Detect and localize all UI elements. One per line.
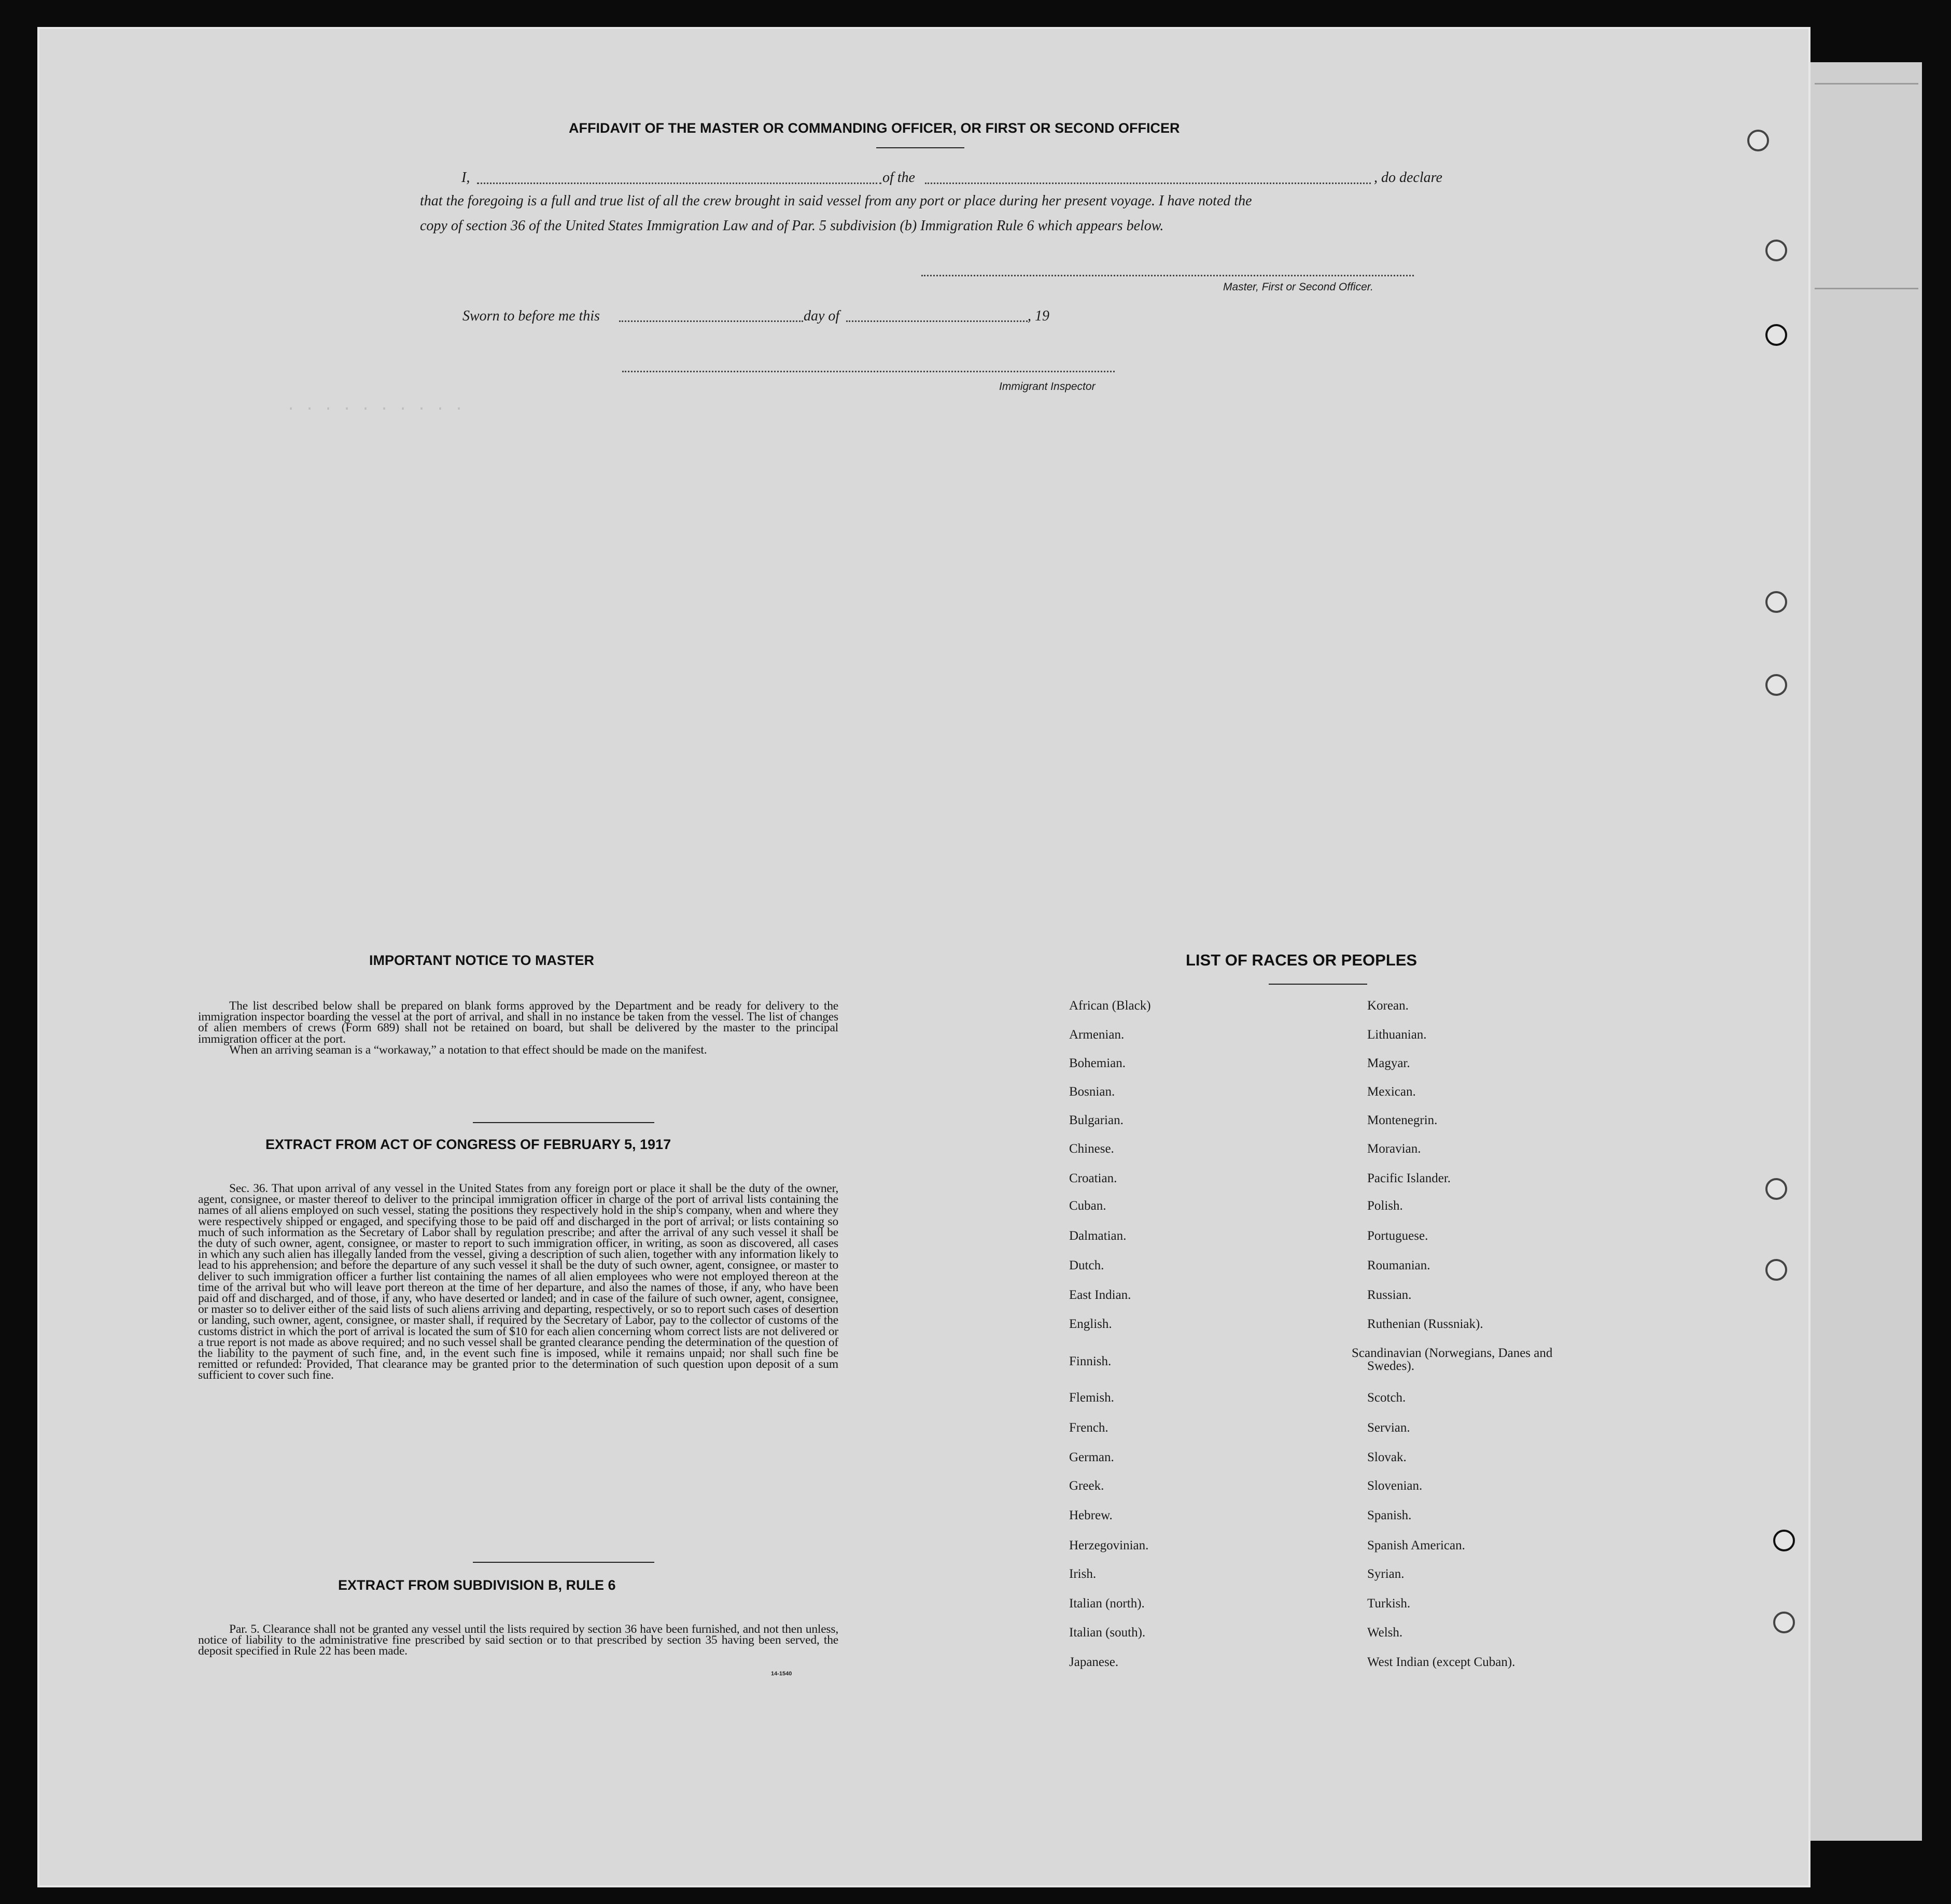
race-item: Portuguese. — [1367, 1229, 1428, 1243]
race-item: Hebrew. — [1069, 1508, 1113, 1522]
race-item: Italian (south). — [1069, 1626, 1146, 1640]
affidavit-of-the: of the — [882, 170, 915, 186]
race-item: Syrian. — [1367, 1567, 1405, 1581]
extract-rule-title: EXTRACT FROM SUBDIVISION B, RULE 6 — [338, 1577, 616, 1593]
race-item: Spanish American. — [1367, 1538, 1465, 1552]
race-item: Spanish. — [1367, 1508, 1412, 1522]
extract-act-title: EXTRACT FROM ACT OF CONGRESS OF FEBRUARY 5, 1917 — [265, 1137, 671, 1152]
race-item: Roumanian. — [1367, 1258, 1430, 1272]
extract-act-text: Sec. 36. That upon arrival of any vessel in the United States from any foreign port or place it shall be the duty of the owner, agent, consignee, or master thereof to deliver to the principal immigration officer in charge of the port of arrival lists containing the names of all aliens employed on such vessel, stating the positions they respectively hold in the ship's company, when and where they were respectively shipped or engaged, and specifying those to be paid off and discharged in the port of arrival; or lists containing so much of such information as the Secretary of Labor shall by regulation prescribe; and after the arrival of any such vessel it shall be the duty of such owner, agent, consignee, or master to report to such immigration officer, in writing, as soon as discovered, all cases in which any such alien has illegally landed from the vessel, giving a description of such alien, together with any information likely to lead to his apprehension; and before the departure of any such vessel it shall be the duty of such owner, agent, consignee, or master to deliver to such immigration officer a further list containing the names of all alien employees who were not employed thereon at the time of the arrival but who will leave port thereon at the time of her departure, and also the names of those, if any, who have been paid off and discharged, and of those, if any, who have deserted or landed; and in case of the failure of such owner, agent, consignee, or master so to deliver either of the said lists of such aliens arriving and departing, respectively, or so to report such cases of desertion or landing, such owner, agent, consignee, or master shall, if required by the Secretary of Labor, pay to the collector of customs of the customs district in which the port of arrival is located the sum of $10 for each alien concerning whom correct lists are not delivered or a true report is not made as above required; and no such vessel shall be granted clearance pending the determination of the question of the liability to the payment of such fine, and, in the event such fine is imposed, while it remains unpaid; nor shall such fine be remitted or refunded: Provided, That clearance may be granted prior to the determination of such question upon deposit of a sum sufficient to cover such fine. — [198, 1182, 838, 1382]
race-item: Cuban. — [1069, 1199, 1106, 1213]
race-item: Scandinavian (Norwegians, Danes and Swedes). — [1352, 1346, 1553, 1373]
race-item: Lithuanian. — [1367, 1028, 1427, 1042]
race-item: Slovenian. — [1367, 1479, 1423, 1493]
race-item: French. — [1069, 1421, 1108, 1435]
race-item: Herzegovinian. — [1069, 1538, 1149, 1552]
race-item: Dalmatian. — [1069, 1229, 1127, 1243]
binder-hole — [1773, 1612, 1795, 1633]
underlying-sheet-rule — [1815, 83, 1918, 85]
race-item: Japanese. — [1069, 1655, 1119, 1669]
binder-hole — [1773, 1530, 1795, 1551]
race-item: West Indian (except Cuban). — [1367, 1655, 1515, 1669]
vessel-blank[interactable] — [925, 183, 1371, 184]
race-item: Greek. — [1069, 1479, 1104, 1493]
binder-hole — [1747, 130, 1769, 151]
name-blank[interactable] — [477, 183, 881, 184]
notice-title: IMPORTANT NOTICE TO MASTER — [369, 953, 594, 968]
binder-hole — [1765, 324, 1787, 346]
race-item: Italian (north). — [1069, 1597, 1145, 1611]
inspector-signature-blank[interactable] — [622, 371, 1115, 372]
race-item: Montenegrin. — [1367, 1113, 1438, 1127]
races-title: LIST OF RACES OR PEOPLES — [1186, 951, 1417, 969]
race-item: Russian. — [1367, 1288, 1412, 1302]
race-item: English. — [1069, 1317, 1112, 1331]
race-item: Slovak. — [1367, 1450, 1407, 1464]
race-item: Mexican. — [1367, 1085, 1416, 1099]
sworn-day-blank[interactable] — [619, 320, 803, 322]
extract-rule-text: Par. 5. Clearance shall not be granted any vessel until the lists required by section 36 have been furnished, and not then unless, notice of liability to the administrative fine prescribed by said section or to that prescribed by section 35 having been served, the deposit specified in Rule 22 has been made. — [198, 1622, 838, 1658]
race-item: Flemish. — [1069, 1391, 1114, 1405]
race-item: German. — [1069, 1450, 1114, 1464]
race-item: African (Black) — [1069, 999, 1151, 1013]
race-item: Armenian. — [1069, 1028, 1125, 1042]
affidavit-line2: that the foregoing is a full and true list of all the crew brought in said vessel from any port or place during her present voyage. I have noted the — [420, 193, 1252, 209]
bleed-through-text: · · · · · · · · · · — [286, 400, 464, 418]
race-item: Korean. — [1367, 999, 1409, 1013]
inspector-label: Immigrant Inspector — [999, 381, 1096, 393]
race-item: Polish. — [1367, 1199, 1403, 1213]
document-page — [37, 27, 1810, 1887]
race-item: Servian. — [1367, 1421, 1410, 1435]
race-item: Croatian. — [1069, 1171, 1117, 1185]
title-underline — [876, 147, 964, 148]
race-item: Bulgarian. — [1069, 1113, 1124, 1127]
underlying-sheet-rule — [1815, 288, 1918, 289]
extract-act-body — [198, 1183, 838, 1381]
race-item: Dutch. — [1069, 1258, 1104, 1272]
race-item: Turkish. — [1367, 1597, 1411, 1611]
affidavit-i: I, — [461, 170, 470, 186]
race-item: Bohemian. — [1069, 1056, 1126, 1070]
race-item: Ruthenian (Russniak). — [1367, 1317, 1483, 1331]
race-item: Bosnian. — [1069, 1085, 1115, 1099]
sworn-day-of: day of — [804, 308, 840, 324]
binder-hole — [1765, 240, 1787, 261]
form-number: 14-1540 — [771, 1671, 792, 1677]
races-title-underline — [1269, 984, 1367, 985]
binder-hole — [1765, 1259, 1787, 1281]
affidavit-title: AFFIDAVIT OF THE MASTER OR COMMANDING OFFICER, OR FIRST OR SECOND OFFICER — [569, 120, 1180, 136]
binder-hole — [1765, 1178, 1787, 1200]
affidavit-line3: copy of section 36 of the United States Immigration Law and of Par. 5 subdivision (b) Immigration Rule 6 which appears below. — [420, 218, 1164, 234]
race-item: Magyar. — [1367, 1056, 1410, 1070]
notice-body — [198, 1001, 838, 1056]
race-item: Welsh. — [1367, 1626, 1403, 1640]
signature-blank[interactable] — [921, 275, 1414, 276]
section-divider — [473, 1122, 654, 1123]
race-item: Irish. — [1069, 1567, 1097, 1581]
notice-para-2: When an arriving seaman is a “workaway,” a notation to that effect should be made on the manifest. — [229, 1043, 707, 1057]
sworn-year: , 19 — [1028, 308, 1049, 324]
sworn-month-blank[interactable] — [846, 320, 1028, 322]
extract-rule-body — [198, 1624, 838, 1657]
notice-para-1: The list described below shall be prepared on blank forms approved by the Department and be ready for delivery to the immigration inspector boarding the vessel at the port of arrival, and shall in no instance be taken from the vessel. The list of changes of alien members of crews (Form 689) shall not be retained on board, but shall be delivered by the master to the principal immigration officer at the port. — [198, 999, 838, 1046]
affidavit-declare: , do declare — [1374, 170, 1442, 186]
underlying-sheet — [1810, 62, 1922, 1841]
race-item: Pacific Islander. — [1367, 1171, 1451, 1185]
race-item: East Indian. — [1069, 1288, 1131, 1302]
race-item: Chinese. — [1069, 1142, 1114, 1156]
binder-hole — [1765, 591, 1787, 613]
race-item: Scotch. — [1367, 1391, 1406, 1405]
section-divider — [473, 1562, 654, 1563]
race-item: Moravian. — [1367, 1142, 1421, 1156]
binder-hole — [1765, 674, 1787, 696]
sworn-prefix: Sworn to before me this — [462, 308, 600, 324]
signature-label: Master, First or Second Officer. — [1223, 281, 1373, 293]
race-item: Finnish. — [1069, 1354, 1112, 1368]
